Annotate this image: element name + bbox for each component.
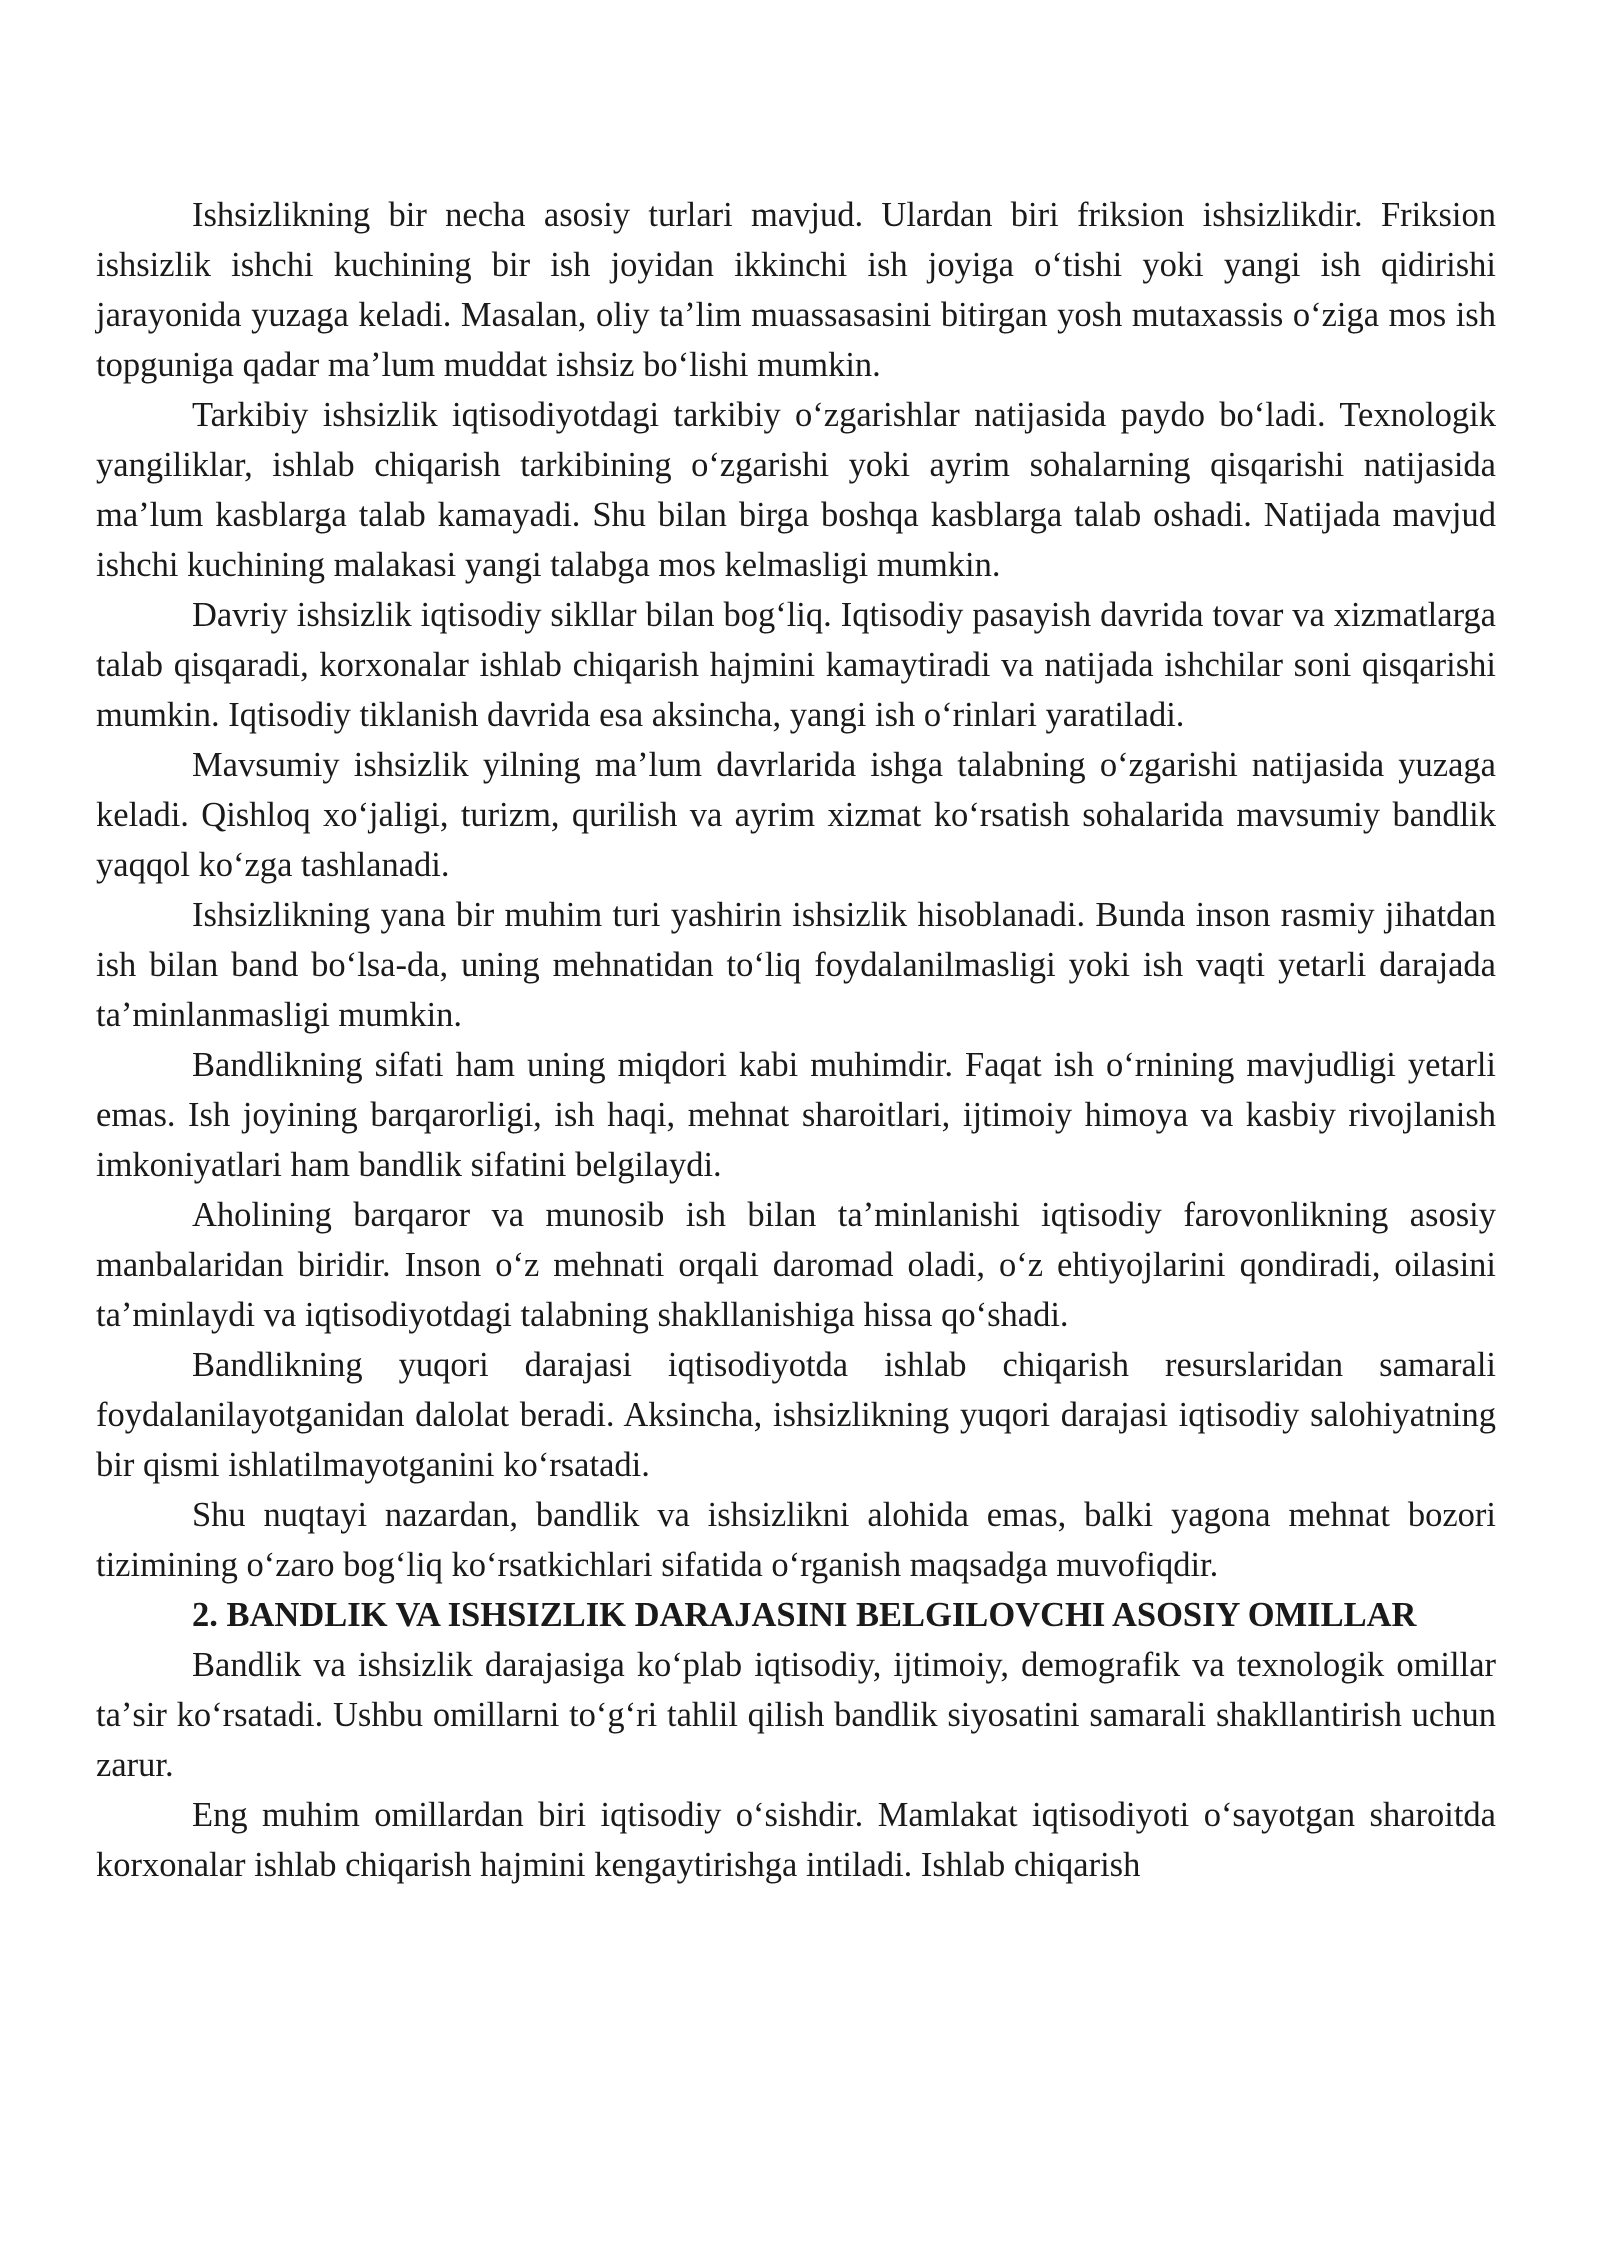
paragraph-frictional-unemployment: Ishsizlikning bir necha asosiy turlari mavjud. Ulardan biri friksion ishsizlikdir. Friksion ishsizlik ishchi kuchining bir ish joyidan ikkinchi ish joyiga oʻtishi yoki yangi ish qidirishi jarayonida yuzaga keladi. Masalan, oliy taʼlim muassasasini bitirgan yosh mutaxassis oʻziga mos ish topguniga qadar maʼlum muddat ishsiz boʻlishi mumkin.: [96, 196, 1496, 384]
paragraph-cyclical-unemployment: Davriy ishsizlik iqtisodiy sikllar bilan bogʻliq. Iqtisodiy pasayish davrida tovar va xizmatlarga talab qisqaradi, korxonalar ishlab chiqarish hajmini kamaytiradi va natijada ishchilar soni qisqarishi mumkin. Iqtisodiy tiklanish davrida esa aksincha, yangi ish oʻrinlari yaratiladi.: [96, 596, 1496, 734]
paragraph-employment-level: Bandlikning yuqori darajasi iqtisodiyotda ishlab chiqarish resurslaridan samarali foydalanilayotganidan dalolat beradi. Aksincha, ishsizlikning yuqori darajasi iqtisodiy salohiyatning bir qismi ishlatilmayotganini koʻrsatadi.: [96, 1346, 1496, 1484]
paragraph-employment-quality: Bandlikning sifati ham uning miqdori kabi muhimdir. Faqat ish oʻrnining mavjudligi yetarli emas. Ish joyining barqarorligi, ish haqi, mehnat sharoitlari, ijtimoiy himoya va kasbiy rivojlanish imkoniyatlari ham bandlik sifatini belgilaydi.: [96, 1046, 1496, 1184]
paragraph-labor-market-system: Shu nuqtayi nazardan, bandlik va ishsizlikni alohida emas, balki yagona mehnat bozori tizimining oʻzaro bogʻliq koʻrsatkichlari sifatida oʻrganish maqsadga muvofiqdir.: [96, 1496, 1496, 1584]
paragraph-factors-intro: Bandlik va ishsizlik darajasiga koʻplab iqtisodiy, ijtimoiy, demografik va texnologik omillar taʼsir koʻrsatadi. Ushbu omillarni toʻgʻri tahlil qilish bandlik siyosatini samarali shakllantirish uchun zarur.: [96, 1646, 1496, 1784]
paragraph-employment-welfare: Aholining barqaror va munosib ish bilan taʼminlanishi iqtisodiy farovonlikning asosiy manbalaridan biridir. Inson oʻz mehnati orqali daromad oladi, oʻz ehtiyojlarini qondiradi, oilasini taʼminlaydi va iqtisodiyotdagi talabning shakllanishiga hissa qoʻshadi.: [96, 1196, 1496, 1334]
paragraph-economic-growth: Eng muhim omillardan biri iqtisodiy oʻsishdir. Mamlakat iqtisodiyoti oʻsayotgan sharoitda korxonalar ishlab chiqarish hajmini kengaytirishga intiladi. Ishlab chiqarish: [96, 1796, 1496, 1884]
section-heading: 2. BANDLIK VA ISHSIZLIK DARAJASINI BELGILOVCHI ASOSIY OMILLAR: [192, 1596, 1417, 1634]
paragraph-structural-unemployment: Tarkibiy ishsizlik iqtisodiyotdagi tarkibiy oʻzgarishlar natijasida paydo boʻladi. Texnologik yangiliklar, ishlab chiqarish tarkibining oʻzgarishi yoki ayrim sohalarning qisqarishi natijasida maʼlum kasblarga talab kamayadi. Shu bilan birga boshqa kasblarga talab oshadi. Natijada mavjud ishchi kuchining malakasi yangi talabga mos kelmasligi mumkin.: [96, 396, 1496, 584]
paragraph-hidden-unemployment: Ishsizlikning yana bir muhim turi yashirin ishsizlik hisoblanadi. Bunda inson rasmiy jihatdan ish bilan band boʻlsa-da, uning mehnatidan toʻliq foydalanilmasligi yoki ish vaqti yetarli darajada taʼminlanmasligi mumkin.: [96, 896, 1496, 1034]
paragraph-seasonal-unemployment: Mavsumiy ishsizlik yilning maʼlum davrlarida ishga talabning oʻzgarishi natijasida yuzaga keladi. Qishloq xoʻjaligi, turizm, qurilish va ayrim xizmat koʻrsatish sohalarida mavsumiy bandlik yaqqol koʻzga tashlanadi.: [96, 746, 1496, 884]
document-page: [96, 190, 1496, 1890]
